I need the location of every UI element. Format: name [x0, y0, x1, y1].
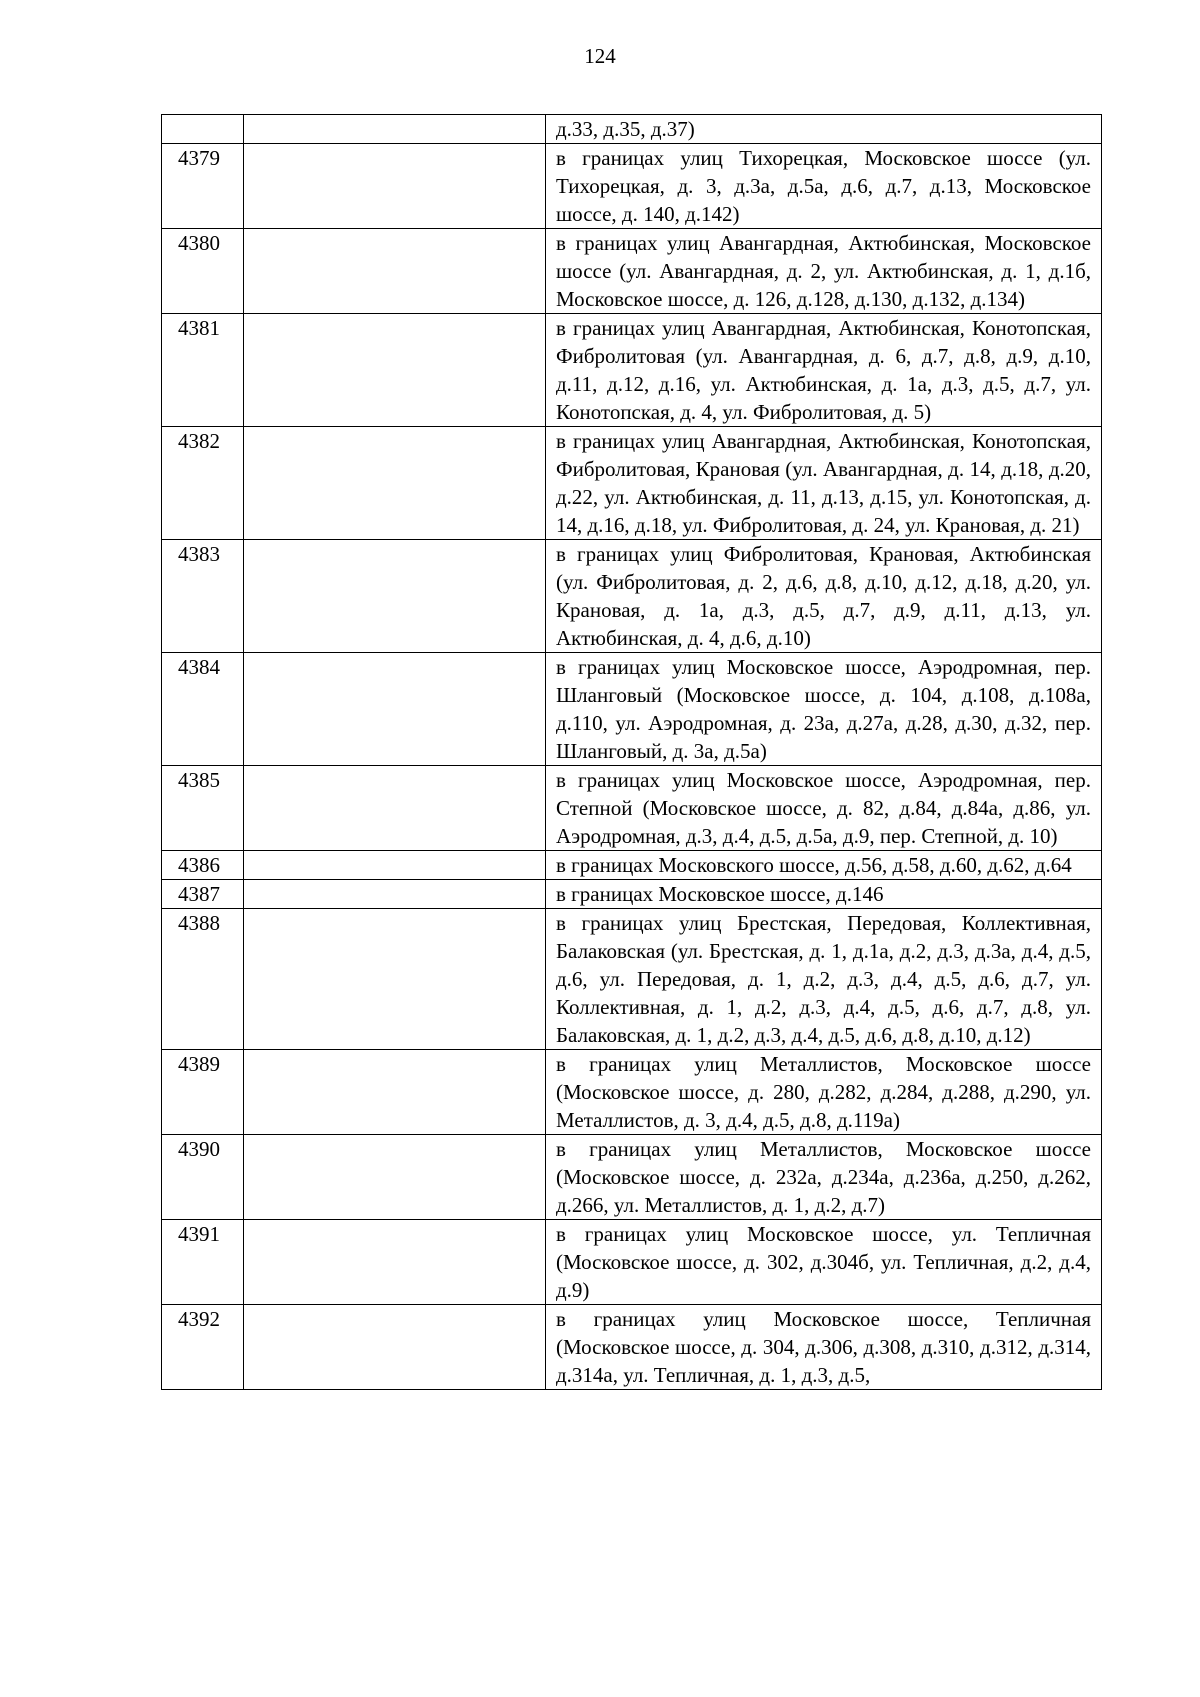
- boundary-description: в границах Московского шоссе, д.56, д.58, д.60, д.62, д.64: [546, 851, 1102, 880]
- table-row: [162, 115, 1102, 144]
- table-row: [162, 909, 1102, 1050]
- table-row: [162, 1305, 1102, 1390]
- empty-cell: [244, 1220, 546, 1305]
- table-row: [162, 427, 1102, 540]
- boundary-description: в границах улиц Авангардная, Актюбинская, Конотопская, Фибролитовая, Крановая (ул. Авангардная, д. 14, д.18, д.20, д.22, ул. Актюбинская, д. 11, д.13, д.15, ул. Конотопская, д. 14, д.16, д.18, ул. Фибролитовая, д. 24, ул. Крановая, д. 21): [546, 427, 1102, 540]
- row-number: 4389: [162, 1050, 244, 1135]
- empty-cell: [244, 653, 546, 766]
- row-number: 4382: [162, 427, 244, 540]
- boundary-description: в границах улиц Московское шоссе, Аэродромная, пер. Шланговый (Московское шоссе, д. 104, д.108, д.108а, д.110, ул. Аэродромная, д. 23а, д.27а, д.28, д.30, д.32, пер. Шланговый, д. 3а, д.5а): [546, 653, 1102, 766]
- row-number: 4387: [162, 880, 244, 909]
- table-row: [162, 229, 1102, 314]
- boundary-description: в границах улиц Авангардная, Актюбинская, Московское шоссе (ул. Авангардная, д. 2, ул. Актюбинская, д. 1, д.1б, Московское шоссе, д. 126, д.128, д.130, д.132, д.134): [546, 229, 1102, 314]
- empty-cell: [244, 1050, 546, 1135]
- table-row: [162, 851, 1102, 880]
- empty-cell: [244, 1135, 546, 1220]
- empty-cell: [244, 314, 546, 427]
- row-number: 4379: [162, 144, 244, 229]
- table-row: [162, 144, 1102, 229]
- row-number: 4391: [162, 1220, 244, 1305]
- table-row: [162, 880, 1102, 909]
- boundary-description: в границах улиц Фибролитовая, Крановая, Актюбинская (ул. Фибролитовая, д. 2, д.6, д.8, д.10, д.12, д.18, д.20, ул. Крановая, д. 1а, д.3, д.5, д.7, д.9, д.11, д.13, ул. Актюбинская, д. 4, д.6, д.10): [546, 540, 1102, 653]
- boundary-description: в границах Московское шоссе, д.146: [546, 880, 1102, 909]
- row-number: 4390: [162, 1135, 244, 1220]
- table-row: [162, 314, 1102, 427]
- empty-cell: [244, 909, 546, 1050]
- table-row: [162, 1135, 1102, 1220]
- empty-cell: [244, 851, 546, 880]
- address-table-body: [162, 115, 1102, 1390]
- boundary-description: в границах улиц Московское шоссе, Тепличная (Московское шоссе, д. 304, д.306, д.308, д.310, д.312, д.314, д.314а, ул. Тепличная, д. 1, д.3, д.5,: [546, 1305, 1102, 1390]
- row-number: 4392: [162, 1305, 244, 1390]
- empty-cell: [244, 115, 546, 144]
- table-row: [162, 1050, 1102, 1135]
- empty-cell: [244, 880, 546, 909]
- boundary-description: в границах улиц Московское шоссе, ул. Тепличная (Московское шоссе, д. 302, д.304б, ул. Тепличная, д.2, д.4, д.9): [546, 1220, 1102, 1305]
- boundary-description: в границах улиц Металлистов, Московское шоссе (Московское шоссе, д. 280, д.282, д.284, д.288, д.290, ул. Металлистов, д. 3, д.4, д.5, д.8, д.119а): [546, 1050, 1102, 1135]
- empty-cell: [244, 427, 546, 540]
- boundary-description: в границах улиц Тихорецкая, Московское шоссе (ул. Тихорецкая, д. 3, д.3а, д.5а, д.6, д.7, д.13, Московское шоссе, д. 140, д.142): [546, 144, 1102, 229]
- row-number: 4381: [162, 314, 244, 427]
- boundary-description: в границах улиц Авангардная, Актюбинская, Конотопская, Фибролитовая (ул. Авангардная, д. 6, д.7, д.8, д.9, д.10, д.11, д.12, д.16, ул. Актюбинская, д. 1а, д.3, д.5, д.7, ул. Конотопская, д. 4, ул. Фибролитовая, д. 5): [546, 314, 1102, 427]
- table-row: [162, 1220, 1102, 1305]
- boundary-description: в границах улиц Брестская, Передовая, Коллективная, Балаковская (ул. Брестская, д. 1, д.1а, д.2, д.3, д.3а, д.4, д.5, д.6, ул. Передовая, д. 1, д.2, д.3, д.4, д.5, д.6, д.7, ул. Коллективная, д. 1, д.2, д.3, д.4, д.5, д.6, д.7, д.8, ул. Балаковская, д. 1, д.2, д.3, д.4, д.5, д.6, д.8, д.10, д.12): [546, 909, 1102, 1050]
- boundary-description: в границах улиц Металлистов, Московское шоссе (Московское шоссе, д. 232а, д.234а, д.236а, д.250, д.262, д.266, ул. Металлистов, д. 1, д.2, д.7): [546, 1135, 1102, 1220]
- empty-cell: [244, 766, 546, 851]
- row-number: 4385: [162, 766, 244, 851]
- empty-cell: [244, 540, 546, 653]
- boundary-description: д.33, д.35, д.37): [546, 115, 1102, 144]
- row-number: [162, 115, 244, 144]
- table-row: [162, 653, 1102, 766]
- row-number: 4386: [162, 851, 244, 880]
- row-number: 4388: [162, 909, 244, 1050]
- row-number: 4380: [162, 229, 244, 314]
- row-number: 4384: [162, 653, 244, 766]
- table-row: [162, 540, 1102, 653]
- empty-cell: [244, 144, 546, 229]
- page-number: 124: [584, 44, 616, 68]
- boundary-description: в границах улиц Московское шоссе, Аэродромная, пер. Степной (Московское шоссе, д. 82, д.84, д.84а, д.86, ул. Аэродромная, д.3, д.4, д.5, д.5а, д.9, пер. Степной, д. 10): [546, 766, 1102, 851]
- empty-cell: [244, 229, 546, 314]
- table-row: [162, 766, 1102, 851]
- row-number: 4383: [162, 540, 244, 653]
- empty-cell: [244, 1305, 546, 1390]
- address-table: [161, 114, 1102, 1390]
